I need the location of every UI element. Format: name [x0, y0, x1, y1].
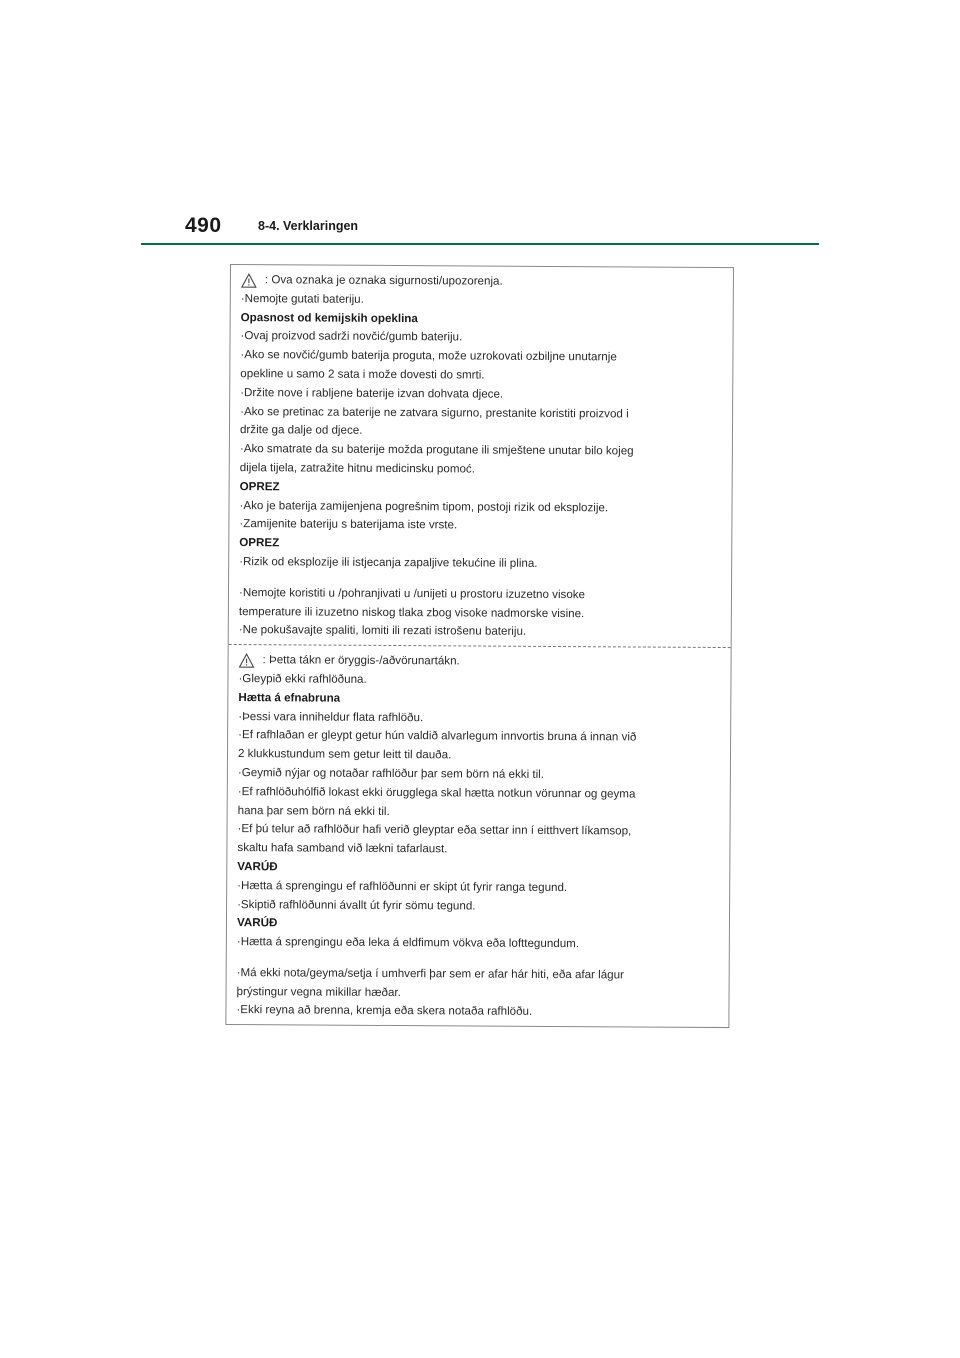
symbol-description: : Þetta tákn er öryggis-/aðvörunartákn.	[262, 653, 460, 668]
text-line: ·Hætta á sprengingu ef rafhlöðunni er skipt út fyrir ranga tegund.	[237, 878, 568, 894]
battery-warning-notice	[225, 264, 734, 1028]
text-line: ·Držite nove i rabljene baterije izvan dohvata djece.	[240, 385, 504, 401]
text-line: skaltu hafa samband við lækni tafarlaust.	[237, 841, 448, 856]
text-line: ·Ef rafhlöðuhólfið lokast ekki örugglega skal hætta notkun vörunnar og geyma	[237, 784, 636, 801]
text-line: ·Má ekki nota/geyma/setja í umhverfi þar sem er afar hár hiti, eða afar lágur	[236, 965, 624, 982]
page-header	[0, 0, 960, 250]
text-line: ·Ako se novčić/gumb baterija proguta, može uzrokovati ozbiljne unutarnje	[240, 348, 617, 364]
text-line: opekline u samo 2 sata i može dovesti do smrti.	[240, 367, 485, 382]
text-line: ·Ovaj proizvod sadrži novčić/gumb bateriju.	[240, 329, 463, 344]
text-line: ·Nemojte gutati bateriju.	[240, 291, 364, 306]
text-line: ·Ef rafhlaðan er gleypt getur hún valdið alvarlegum innvortis bruna á innan við	[238, 728, 637, 744]
text-line: ·Geymið nýjar og notaðar rafhlöður þar sem börn ná ekki til.	[237, 765, 545, 781]
section-title: 8-4. Verklaringen	[258, 219, 359, 233]
text-line: ·Ef þú telur að rafhlöður hafi verið gleyptar eða settar inn í eitthvert líkamsop,	[237, 822, 632, 838]
warning-block-icelandic	[226, 644, 730, 1027]
caution-heading: VARÚÐ	[237, 859, 278, 874]
warning-triangle-icon	[239, 653, 255, 668]
text-line: ·Ako se pretinac za baterije ne zatvara sigurno, prestanite koristiti proizvod i	[240, 404, 629, 421]
text-line: ·Gleypið ekki rafhlöðuna.	[238, 671, 367, 686]
text-line: ·Zamijenite bateriju s baterijama iste vrste.	[239, 517, 458, 532]
page-number: 490	[185, 214, 222, 237]
text-line: držite ga dalje od djece.	[239, 423, 363, 438]
text-line: ·Skiptið rafhlöðunni ávallt út fyrir sömu tegund.	[237, 897, 476, 913]
warning-block-croatian	[229, 265, 733, 647]
warning-triangle-icon	[241, 273, 257, 288]
text-line: þrýstingur vegna mikillar hæðar.	[236, 984, 401, 999]
caution-heading: VARÚÐ	[236, 916, 278, 930]
caution-heading: OPREZ	[239, 479, 280, 494]
text-line: temperature ili izuzetno niskog tlaka zbog visoke nadmorske visine.	[238, 604, 585, 620]
symbol-description: : Ova oznaka je oznaka sigurnosti/upozorenja.	[264, 273, 503, 288]
hazard-heading: Hætta á efnabruna	[238, 690, 341, 705]
text-line: ·Þessi vara inniheldur flata rafhlöðu.	[238, 709, 424, 724]
text-line: 2 klukkustundum sem getur leitt til dauða.	[237, 747, 452, 762]
text-line: hana þar sem börn ná ekki til.	[237, 803, 390, 818]
hazard-heading: Opasnost od kemijskih opeklina	[240, 310, 418, 325]
text-line: ·Hætta á sprengingu eða leka á eldfimum vökva eða lofttegundum.	[236, 935, 580, 951]
text-line: ·Ako smatrate da su baterije možda progutane ili smještene unutar bilo kojeg	[239, 442, 634, 458]
caution-heading: OPREZ	[239, 536, 280, 550]
text-line: ·Ako je baterija zamijenjena pogrešnim tipom, postoji rizik od eksplozije.	[239, 498, 609, 514]
text-line: ·Nemojte koristiti u /pohranjivati u /unijeti u prostoru izuzetno visoke	[238, 585, 586, 601]
text-line: dijela tijela, zatražite hitnu medicinsku pomoć.	[239, 461, 476, 476]
text-line: ·Rizik od eksplozije ili istjecanja zapaljive tekućine ili plina.	[239, 555, 538, 570]
header-divider	[141, 243, 819, 245]
text-line: ·Ekki reyna að brenna, kremja eða skera notaða rafhlöðu.	[236, 1003, 533, 1019]
text-line: ·Ne pokušavajte spaliti, lomiti ili rezati istrošenu bateriju.	[238, 623, 527, 639]
